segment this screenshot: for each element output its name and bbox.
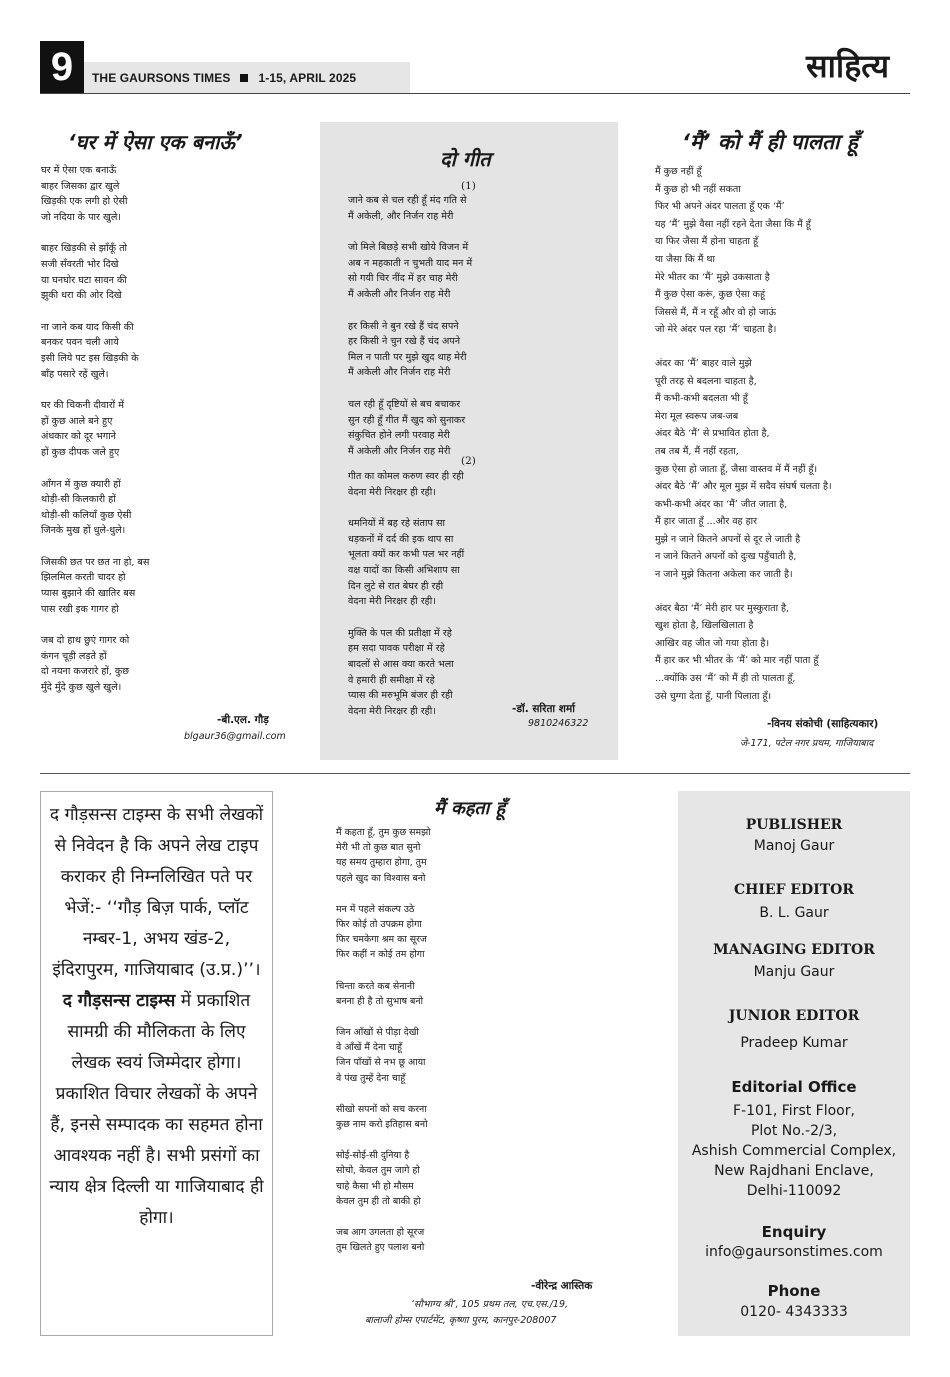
stanza: जो मिले बिछड़े सभी खोये विजन में अब न महकाती न चुभती याद मन में सो गयी चिर नींद में हर चाह मेरी मैं अकेली और निर्जन राह मेरी — [348, 242, 473, 300]
stanza: जब आग उगलता हो सूरज तुम खिलते हुए पलाश बनो — [336, 1227, 425, 1254]
stanza-gap — [348, 224, 472, 240]
stanza-gap — [336, 1209, 431, 1225]
stanza: मन में पहले संकल्प उठे फिर कोई तो उपक्रम होगा फिर चमकेगा श्रम का सूरज फिर कहीं न कोई तम होगा — [336, 903, 427, 961]
editorial-info-panel — [678, 791, 910, 1336]
stanza: धमनियों में बह रहे संताप सा धड़कनों में दर्द की इक थाप सा भूलता क्यों कर कभी पल भर नहीं वक्ष यादों का किसी अभिशाप सा दिन लुटे से रात बेघर ही रही वेदना मेरी निरक्षर ही रही। — [348, 518, 465, 608]
page-number: 9 — [40, 41, 84, 93]
phone-label: Phone — [767, 1282, 821, 1300]
poem2-phone: 9810246322 — [528, 718, 589, 729]
junior-editor-label: JUNIOR EDITOR — [728, 1008, 860, 1024]
stanza-gap — [348, 500, 464, 516]
stanza: घर में ऐसा एक बनाऊँ बाहर जिसका द्वार खुले खिड़की एक लगी हो ऐसी जो नदिया के पार खुले। — [41, 165, 128, 223]
stanza: गीत का कोमल करुण स्वर ही रही वेदना मेरी निरक्षर ही रही। — [348, 471, 464, 498]
managing-editor-label: MANAGING EDITOR — [713, 942, 875, 958]
newspaper-name: THE GAURSONS TIMES — [92, 71, 231, 85]
stanza: बाहर खिड़की से झाँकूँ तो सजी सँवरती भोर दिखे या घनघोर घटा सावन की झुकी धरा की ओर दिखे — [41, 243, 128, 302]
section-title: साहित्य — [806, 47, 890, 85]
stanza-gap — [336, 963, 431, 979]
stanza: चल रही हूँ दृष्टियों से बच बचाकर सुन रही हूँ गीत मैं खुद को सुनाकर संकुचित होने लगी परवाह मेरी मैं अकेली और निर्जन राह मेरी — [348, 398, 466, 457]
poem3-address: जे-171, पटेल नगर प्रथम, गाजियाबाद — [740, 738, 874, 749]
stanza: सीखो सपनों को सच करना कुछ नाम करो इतिहास बनो — [336, 1103, 428, 1131]
stanza-gap — [336, 1086, 431, 1102]
poem3-author: -विनय संकोची (साहित्यकार) — [767, 718, 879, 730]
stanza: अंदर बैठा ‘मैं’ मेरी हार पर मुस्कुराता है, खुश होता है, खिलखिलाता है आखिर वह जीत जो गया होता है। मैं हार कर भी भीतर के ‘मैं’ को मार नहीं पाता हूँ ...क्योंकि उस ‘मैं’ को मैं ही तो पालता हूँ, उसे चुग्गा देता हूँ, पानी पिलाता हूँ। — [655, 602, 819, 702]
poem2-part2-number: (2) — [461, 455, 476, 467]
poem2-part1-body — [348, 193, 472, 459]
stanza-gap — [348, 610, 464, 626]
poem1-body — [41, 163, 149, 696]
publisher-label: PUBLISHER — [745, 817, 843, 833]
poem4-body — [336, 825, 431, 1255]
stanza-gap — [348, 303, 472, 319]
stanza: मैं कुछ नहीं हूँ मैं कुछ हो भी नहीं सकता फिर भी अपने अंदर पालता हूँ एक ‘मैं’ यह ‘मैं’ मुझे वैसा नहीं रहने देता जैसा कि मैं हूँ या फिर जैसा मैं होना चाहता हूँ या जैसा कि मैं था मेरे भीतर का ‘मैं’ मुझे उकसाता है मैं कुछ ऐसा करूं, कुछ ऐसा कहूं जिससे मैं, मैं न रहूँ और वो हो जाऊं जो मेरे अंदर पल रहा ‘मैं’ चाहता है। — [655, 166, 811, 336]
stanza: जिसकी छत पर छत ना हो, बस झिलमिल करती चादर हो प्यास बुझाने की खातिर बस पास रखी इक गागर हो — [41, 556, 150, 615]
editorial-office-address: F-101, First Floor, Plot No.-2/3, Ashish Commercial Complex, New Rajdhani Enclave, Delhi-110092 — [691, 1103, 897, 1199]
poem2-part2-body — [348, 469, 464, 719]
stanza: हर किसी ने बुन रखे हैं चंद सपने हर किसी ने चुन रखे हैं चंद अपने मिल न पाती पर मुझे खुद थाह मेरी मैं अकेली और निर्जन राह मेरी — [348, 320, 467, 379]
stanza-gap — [348, 381, 472, 397]
poem1-author: -बी.एल. गौड़ — [217, 714, 269, 726]
square-bullet-icon — [240, 74, 248, 82]
poem3-title: ‘मैं’ को मैं ही पालता हूँ — [682, 130, 858, 154]
enquiry-label: Enquiry — [761, 1223, 827, 1241]
stanza: चिन्ता करते कब सेनानी बनना ही है तो सुभाष बनो — [336, 980, 424, 1007]
poem4-address-line2: बालाजी होम्स एपार्टमेंट, कृष्णा पुरम, कानपुर-208007 — [365, 1315, 557, 1326]
chief-editor-label: CHIEF EDITOR — [733, 882, 854, 898]
stanza-gap — [41, 382, 149, 398]
stanza-gap — [41, 461, 149, 477]
header-divider — [40, 93, 910, 94]
phone-number: 0120- 4343333 — [740, 1304, 848, 1320]
managing-editor-name: Manju Gaur — [753, 964, 835, 980]
poem1-title: ‘घर में ऐसा एक बनाऊँ’ — [68, 130, 243, 154]
stanza: अंदर का ‘मैं’ बाहर वाले मुझे पूरी तरह से बदलना चाहता है, मैं कभी-कभी बदलता भी हूँ मेरा मूल स्वरूप जब-जब अंदर बैठे ‘मैं’ से प्रभावित होता है, तब तब मैं, मैं नहीं रहता, कुछ ऐसा हो जाता हूँ, जैसा वास्तव में मैं नहीं हूँ। अंदर बैठे ‘मैं’ और मूल मुझ में सदैव संघर्ष चलता है। कभी-कभी अंदर का ‘मैं’ जीत जाता है, मैं हार जाता हूँ ...और वह हार मुझे न जाने कितने अपनों से दूर ले जाती है न जाने कितने अपनों को दुःख पहुँचाती है, न जाने मुझे कितना अकेला कर जाती है। — [655, 357, 832, 581]
poem2-author: -डॉ. सरिता शर्मा — [512, 703, 575, 715]
notice-paper-name: द गौड़सन्स टाइम्स — [62, 991, 176, 1011]
chief-editor-name: B. L. Gaur — [759, 905, 829, 921]
notice-text-1: द गौड़सन्स टाइम्स के सभी लेखकों से निवेदन है कि अपने लेख टाइप कराकर ही निम्नलिखित पते पर भेजें:- ‘‘गौड़ बिज़ पार्क, प्लॉट नम्बर-1, अभय खंड-2, इंदिरापुरम, गाजियाबाद (उ.प्र.)’’। — [49, 805, 264, 980]
issue-date: 1-15, APRIL 2025 — [258, 71, 357, 85]
stanza: जाने कब से चल रही हूँ मंद गति से मैं अकेली, और निर्जन राह मेरी — [348, 195, 467, 222]
header-masthead — [92, 71, 356, 85]
publisher-name: Manoj Gaur — [753, 838, 835, 854]
enquiry-email[interactable]: info@gaursonstimes.com — [705, 1244, 883, 1260]
stanza-gap — [336, 1009, 431, 1025]
poem2-part1-number: (1) — [461, 180, 476, 192]
poem3-body — [655, 163, 832, 705]
stanza-gap — [655, 339, 832, 355]
stanza-gap — [41, 617, 149, 633]
poem4-author: -वीरेन्द्र आस्तिक — [531, 1280, 593, 1292]
stanza: मैं कहता हूँ, तुम कुछ समझो मेरी भी तो कुछ बात सुनो यह समय तुम्हारा होगा, तुम पहले खुद का विश्वास बनो — [336, 827, 431, 884]
stanza: ना जाने कब याद किसी की बनकर पवन चली आये इसी लिये पट इस खिड़की के बाँह पसारे रहें खुले। — [41, 321, 139, 380]
stanza-gap — [655, 584, 832, 600]
poem2-title: दो गीत — [440, 147, 491, 171]
junior-editor-name: Pradeep Kumar — [740, 1035, 848, 1051]
notice-text-2: में प्रकाशित सामग्री की मौलिकता के लिए लेखक स्वयं जिम्मेदार होगा। प्रकाशित विचार लेखकों के अपने हैं, इनसे सम्पादक का सहमत होना आवश्यक नहीं है। सभी प्रसंगों का न्याय क्षेत्र दिल्ली या गाजियाबाद ही होगा। — [49, 991, 264, 1228]
poem4-address-line1: ‘सौभाग्य श्री’, 105 प्रथम तल, एच.एस./19, — [411, 1299, 569, 1310]
stanza-gap — [41, 539, 149, 555]
section-divider — [40, 773, 910, 774]
editorial-office-label: Editorial Office — [731, 1078, 857, 1096]
stanza-gap — [336, 886, 431, 902]
stanza: सोई-सोई-सी दुनिया है सोचो, केवल तुम जागे हो चाहे कैसा भी हो मौसम केवल तुम ही तो बाकी हो — [336, 1150, 421, 1207]
poem4-title: मैं कहता हूँ — [434, 798, 506, 819]
stanza-gap — [336, 1132, 431, 1148]
stanza-gap — [41, 225, 149, 241]
poem1-email[interactable]: blgaur36@gmail.com — [184, 731, 286, 742]
notice-box — [40, 791, 273, 1336]
stanza: आँगन में कुछ क्यारी हों थोड़ी-सी किलकारी हों थोड़ी-सी कलियाँ कुछ ऐसी जिनके मुख हों धुले-धुले। — [41, 478, 132, 537]
stanza: जिन आँखों से पीड़ा देखी वे आँखें मैं देना चाहूँ जिन पाँखों से नभ छू आया वे पंख तुम्हें देना चाहूँ — [336, 1027, 426, 1084]
stanza: जब दो हाथ छुएं गागर को कंगन चूड़ी लड़ते हों दो नयना कजरारे हों, कुछ मुँदे मुँदे कुछ खुले खुले। — [41, 635, 130, 694]
stanza: मुक्ति के पल की प्रतीक्षा में रहे हम सदा पावक परीक्षा में रहे बादलों से आस क्या करते भला वे हमारी ही समीक्षा में रहे प्यास की मरुभूमि बंजर ही रही वेदना मेरी निरक्षर ही रही। — [348, 627, 454, 717]
stanza-gap — [41, 304, 149, 320]
stanza: घर की चिकनी दीवारों में हों कुछ आले बने हुए अंधकार को दूर भगाने हों कुछ दीपक जले हुए — [41, 400, 124, 458]
